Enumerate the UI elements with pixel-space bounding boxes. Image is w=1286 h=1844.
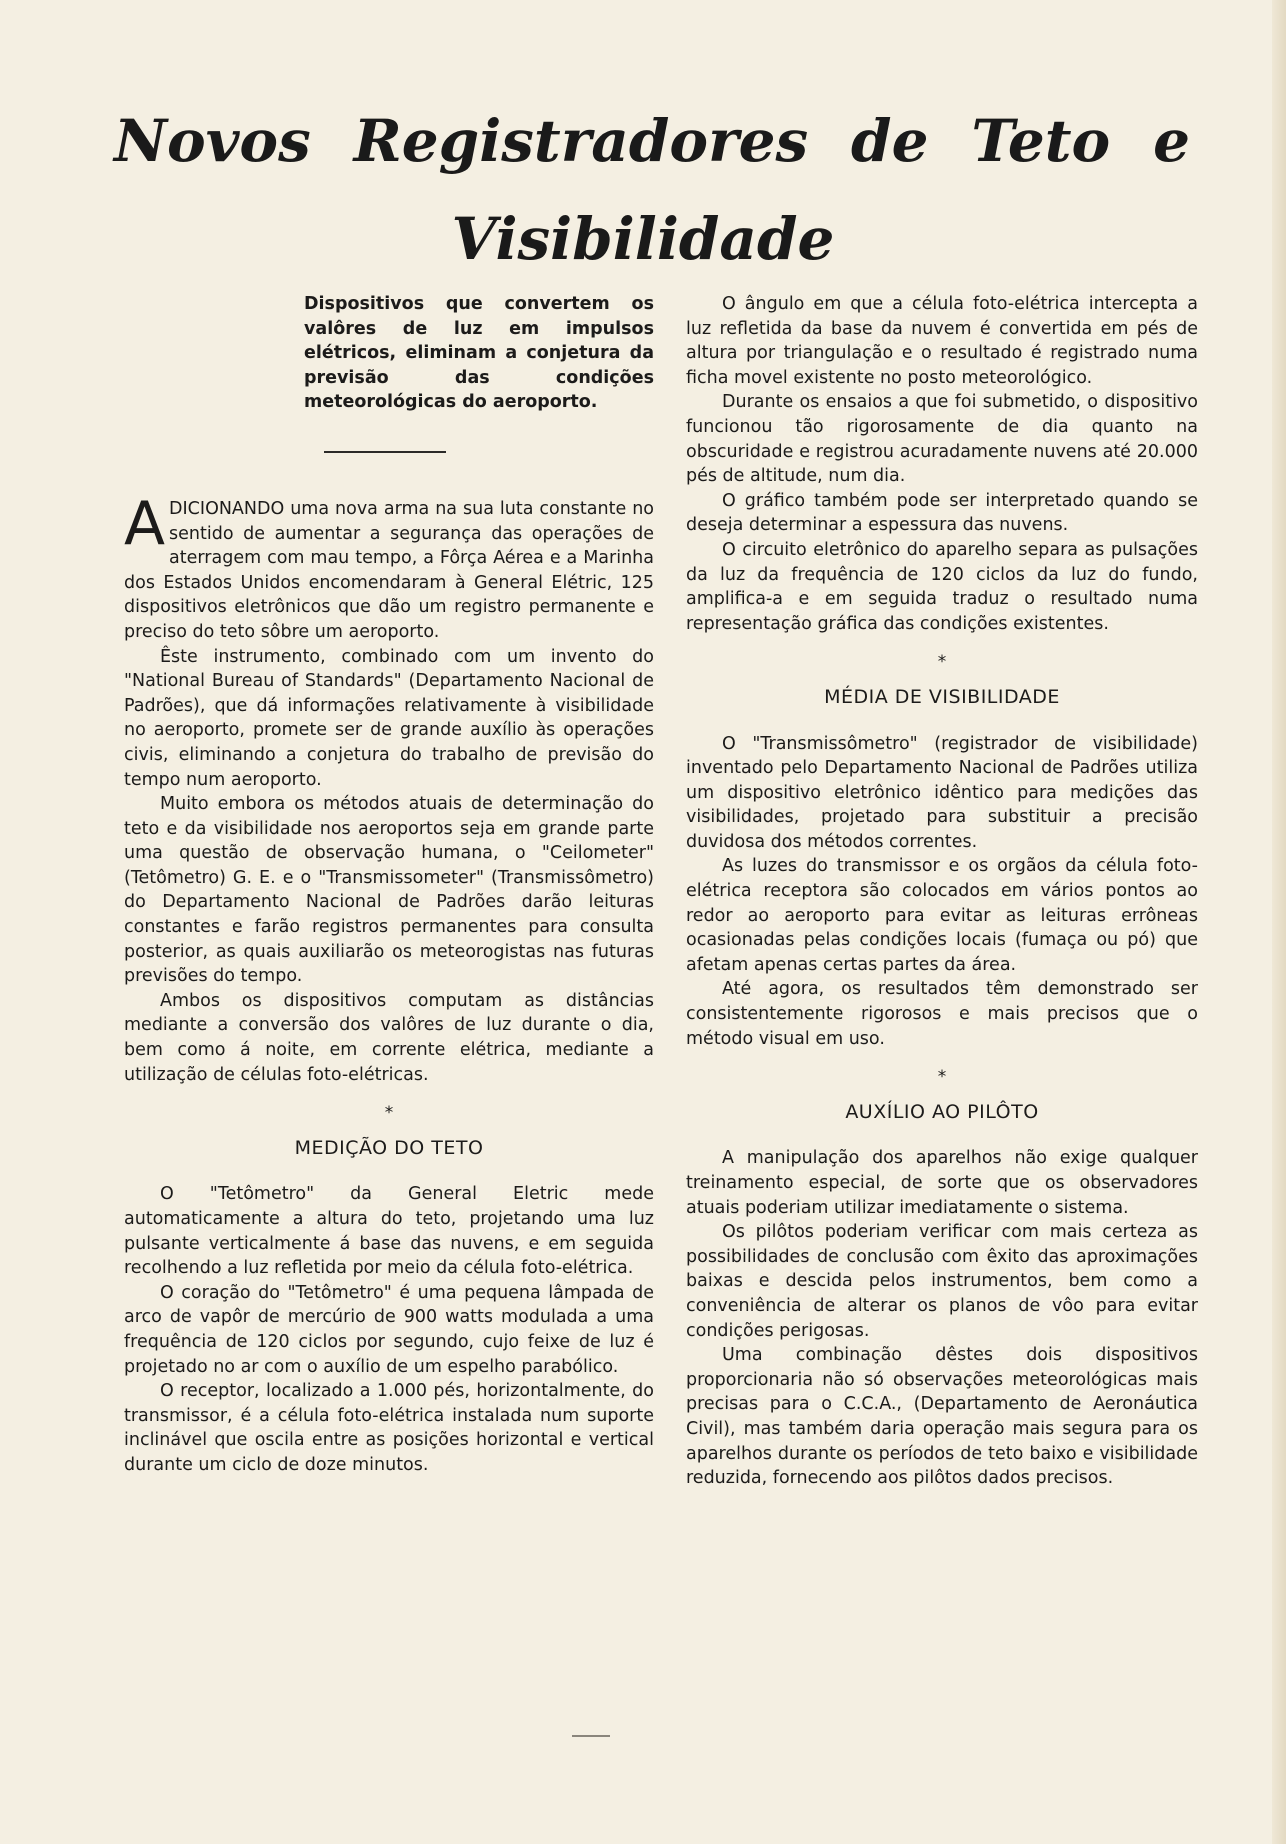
- title-line-1: [0, 92, 1286, 190]
- title-word: Teto: [971, 107, 1111, 175]
- paragraph: Os pilôtos poderiam verificar com mais certeza as possibilidades de conclusão com êxito das aproximações baixas e descida pelos instrumentos, bem como a conveniência de alterar os planos de vôo para evitar condições perigosas.: [686, 1222, 1198, 1341]
- paragraph: O receptor, localizado a 1.000 pés, horizontalmente, do transmissor, é a célula foto-elétrica instalada num suporte inclinável que oscila entre as posições horizontal e vertical durante um ciclo de doze minutos.: [124, 1381, 654, 1475]
- paragraph: Durante os ensaios a que foi submetido, o dispositivo funcionou tão rigorosamente de dia quanto na obscuridade e registrou acuradamente nuvens até 20.000 pés de altitude, num dia.: [686, 392, 1198, 487]
- paragraph: [124, 488, 654, 645]
- section-separator: *: [384, 1103, 394, 1124]
- paragraph: Uma combinação dêstes dois dispositivos proporcionaria não só observações meteorológicas mais precisas para o C.C.A., (Departamento de Aeronáutica Civil), mas também daria operação mais segura para os aparelhos durante os períodos de teto baixo e visibilidade reduzida, fornecendo aos pilôtos dados precisos.: [686, 1345, 1198, 1489]
- paragraph: Até agora, os resultados têm demonstrado ser consistentemente rigorosos e mais precisos que o método visual em uso.: [686, 979, 1198, 1049]
- paragraph: O coração do "Tetômetro" é uma pequena lâmpada de arco de vapôr de mercúrio de 900 watts modulada a uma frequência de 120 ciclos por segundo, cujo feixe de luz é projetado no ar com o auxílio de um espelho parabólico.: [124, 1282, 654, 1377]
- paragraph: O "Transmissômetro" (registrador de visibilidade) inventado pelo Departamento Nacional de Padrões utiliza um dispositivo eletrônico idêntico para medições das visibilidades, projetado para substituir a precisão duvidosa dos métodos correntes.: [686, 733, 1198, 852]
- left-column: [124, 292, 654, 1478]
- title-word: Novos: [114, 107, 311, 175]
- paragraph: O ângulo em que a célula foto-elétrica intercepta a luz refletida da base da nuvem é convertida em pés de altura por triangulação e o resultado é registrado numa ficha movel existente no posto meteorológico.: [686, 294, 1198, 388]
- title-line-2: Visibilidade: [451, 205, 835, 273]
- drop-cap: A: [124, 488, 166, 559]
- section-heading: MEDIÇÃO DO TETO: [294, 1136, 484, 1159]
- title-word: de: [851, 107, 929, 175]
- footer-dash: [572, 1735, 610, 1737]
- article-deck: Dispositivos que convertem os valôres de luz em impulsos elétricos, eliminam a conjetura da previsão das condições meteorológicas do aeroporto.: [304, 294, 654, 413]
- article-title: [0, 92, 1286, 288]
- paragraph: Ambos os dispositivos computam as distâncias mediante a conversão dos valôres de luz durante o dia, bem como á noite, em corrente elétrica, mediante a utilização de células foto-elétricas.: [124, 990, 654, 1085]
- section-separator: *: [937, 652, 947, 673]
- section-heading: AUXÍLIO AO PILÔTO: [845, 1100, 1039, 1123]
- right-column: [686, 292, 1198, 1491]
- section-heading: MÉDIA DE VISIBILIDADE: [824, 685, 1060, 708]
- paragraph: Êste instrumento, combinado com um invento do "National Bureau of Standards" (Departamento Nacional de Padrões), que dá informações relativamente à visibilidade no aeroporto, promete ser de grande auxílio às operações civis, eliminando a conjetura do trabalho de previsão do tempo num aeroporto.: [124, 646, 654, 790]
- section-separator: *: [937, 1067, 947, 1088]
- title-word: Registradores: [353, 107, 809, 175]
- title-word: e: [1153, 107, 1190, 175]
- paragraph: O "Tetômetro" da General Eletric mede automaticamente a altura do teto, projetando uma luz pulsante verticalmente á base das nuvens, e em seguida recolhendo a luz refletida por meio da célula foto-elétrica.: [124, 1184, 654, 1279]
- paragraph: A manipulação dos aparelhos não exige qualquer treinamento especial, de sorte que os observadores atuais poderiam utilizar imediatamente o sistema.: [686, 1148, 1198, 1218]
- paragraph: Muito embora os métodos atuais de determinação do teto e da visibilidade nos aeroportos seja em grande parte uma questão de observação humana, o "Ceilometer" (Tetômetro) G. E. e o "Transmissometer" (Transmissômetro) do Departamento Nacional de Padrões darão leituras constantes e farão registros permanentes para consulta posterior, as quais auxiliarão os meteorogistas nas futuras previsões do tempo.: [124, 794, 654, 987]
- paragraph: O gráfico também pode ser interpretado quando se deseja determinar a espessura das nuvens.: [686, 490, 1198, 536]
- paragraph-text: DICIONANDO uma nova arma na sua luta constante no sentido de aumentar a segurança das operações de aterragem com mau tempo, a Fôrça Aérea e a Marinha dos Estados Unidos encomendaram à General Elétric, 125 dispositivos eletrônicos que dão um registro permanente e preciso do teto sôbre um aeroporto.: [124, 498, 654, 642]
- paragraph: As luzes do transmissor e os orgãos da célula foto-elétrica receptora são colocados em vários pontos ao redor ao aeroporto para evitar as leituras errôneas ocasionadas pelas condições locais (fumaça ou pó) que afetam apenas certas partes da área.: [686, 856, 1198, 975]
- divider: [324, 451, 446, 453]
- paragraph: O circuito eletrônico do aparelho separa as pulsações da luz da frequência de 120 ciclos da luz do fundo, amplifica-a e em seguida traduz o resultado numa representação gráfica das condições existentes.: [686, 539, 1198, 634]
